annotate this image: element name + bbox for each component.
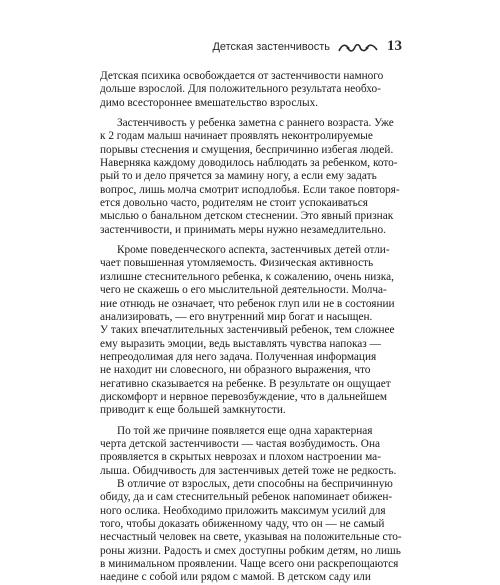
text-line: негативно сказывается на ребенке. В результате он ощущает (100, 377, 391, 390)
text-line: Застенчивость у ребенка заметна с раннего возраста. Уже (117, 117, 394, 130)
text-line: в минимальном проявлении. Чаще всего они раскрепощаются (100, 558, 399, 571)
body-text (100, 70, 402, 585)
text-line: обиду, да и сам стеснительный ребенок напоминает обижен- (100, 491, 393, 504)
text-line: мыслью о банальном детском стеснении. Это явный признак (100, 210, 394, 223)
text-line: дискомфорт и нервное перевозбуждение, что в дальнейшем (100, 390, 388, 403)
text-line: Наверняка каждому доводилось наблюдать за ребенком, кото- (100, 157, 398, 170)
text-line: По той же причине появляется еще одна характерная (117, 424, 373, 437)
text-line: черта детской застенчивости — частая возбудимость. Она (100, 437, 381, 450)
page-number: 13 (387, 38, 402, 54)
text-line: приводит к еще большей замкнутости. (100, 404, 286, 417)
text-line: чает повышенная утомляемость. Физическая активность (100, 257, 374, 270)
text-line: наедине с собой или рядом с мамой. В детском саду или (100, 571, 371, 584)
text-line: анализировать, — его внутренний мир богат и насыщен. (100, 310, 373, 323)
text-line: ного ослика. Необходимо приложить максимум усилий для (100, 504, 386, 517)
text-line: Детская психика освобождается от застенчивости намного (100, 70, 384, 82)
text-line: несчастный человек на свете, указывая на положительные сто- (100, 531, 402, 544)
text-line: того, чтобы доказать обиженному чаду, что он — не самый (100, 518, 385, 530)
text-line: роны жизни. Радость и смех доступны робким детям, но лишь (100, 544, 401, 557)
text-line: излишне стеснительного ребенка, к сожалению, очень низка, (100, 270, 394, 283)
text-line: димо всестороннее вмешательство взрослых. (100, 96, 319, 109)
text-line: В отличие от взрослых, дети способны на беспричинную (117, 477, 393, 490)
text-line: ему выразить эмоции, ведь выставлять чувства напоказ — (100, 337, 381, 350)
text-line: ние отнюдь не означает, что ребенок глуп или не в состоянии (100, 297, 395, 310)
text-line: вопрос, лишь молча смотрит исподлобья. Если такое повторя- (100, 183, 400, 196)
decorative-ornament-icon (338, 43, 378, 53)
running-title: Детская застенчивость (212, 41, 330, 53)
text-line: рый то и дело прячется за мамину ногу, а если ему задать (100, 170, 377, 183)
text-line: порывы стеснения и смущения, беспричинно избегая людей. (100, 143, 394, 156)
text-line: дольше взрослой. Для положительного результата необхо- (100, 83, 381, 96)
text-line: лыша. Обидчивость для застенчивых детей тоже не редкость. (100, 464, 397, 477)
text-line: непреодолимая для него задача. Полученная информация (100, 350, 377, 363)
text-line: ется довольно часто, родителям не стоит успокаиваться (100, 197, 368, 210)
text-line: застенчивости, и принимать меры нужно незамедлительно. (100, 223, 386, 236)
text-line: проявляется в скрытых неврозах и плохом настроении ма- (100, 451, 381, 464)
text-line: не находит ни словесного, ни образного выражения, что (100, 364, 371, 377)
text-line: чего не скажешь о его мыслительной деятельности. Молча- (100, 284, 387, 297)
text-line: к 2 годам малыш начинает проявлять неконтролируемые (100, 130, 373, 143)
text-line: У таких впечатлительных застенчивый ребенок, тем сложнее (100, 324, 395, 337)
page-header (100, 38, 402, 58)
text-line: Кроме поведенческого аспекта, застенчивых детей отли- (117, 244, 390, 257)
